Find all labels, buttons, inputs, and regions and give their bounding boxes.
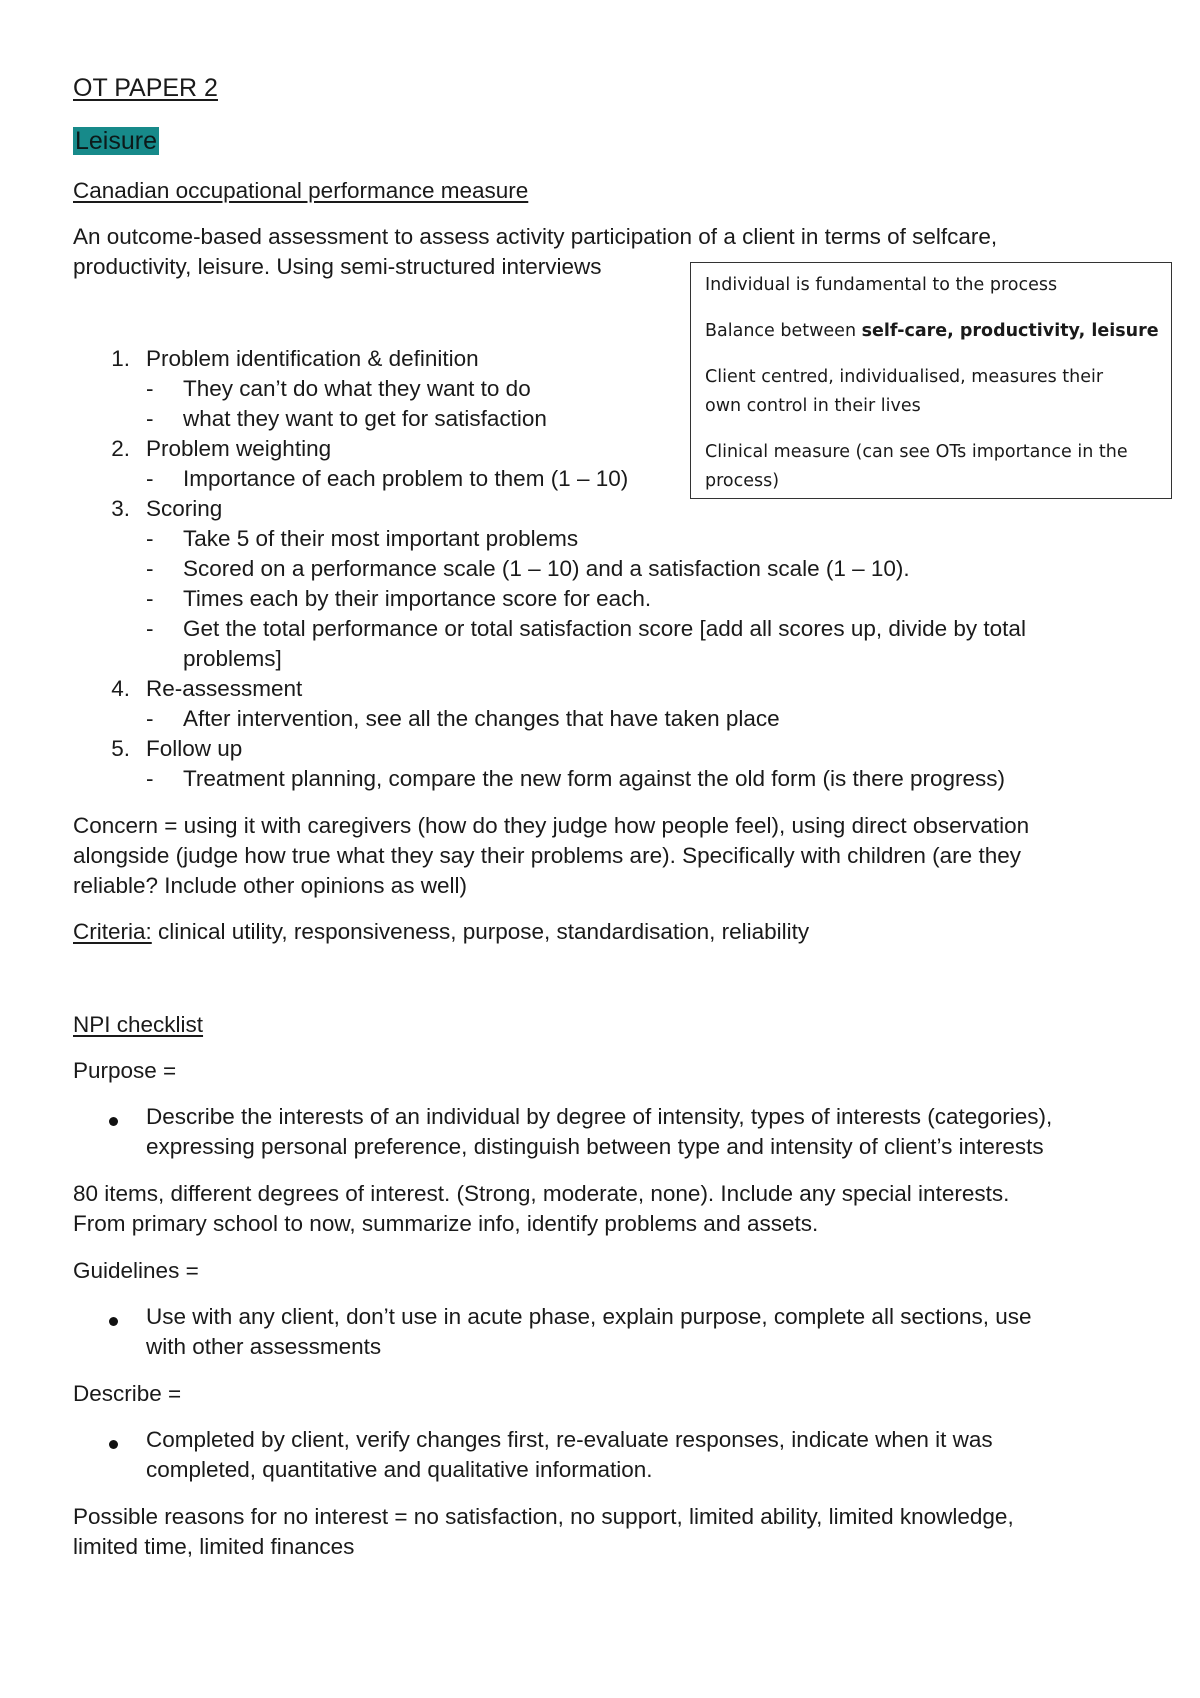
document-title: OT PAPER 2 xyxy=(73,74,218,102)
describe-bullet-line-2: completed, quantitative and qualitative information. xyxy=(146,1457,653,1482)
purpose-bullet-line-1: Describe the interests of an individual by degree of intensity, types of interests (categories), xyxy=(146,1104,1053,1129)
box-line: Balance between self-care, productivity, leisure xyxy=(705,321,1159,341)
reasons-line-2: limited time, limited finances xyxy=(73,1534,355,1559)
criteria-label: Criteria: xyxy=(73,919,152,944)
box-line: Clinical measure (can see OTs importance in the xyxy=(705,442,1128,462)
summary-text-box xyxy=(690,262,1172,499)
guidelines-label: Guidelines = xyxy=(73,1258,199,1283)
criteria-line xyxy=(73,917,809,947)
items-line-1: 80 items, different degrees of interest. (Strong, moderate, none). Include any special interests. xyxy=(73,1181,1010,1206)
guidelines-bullet-line-2: with other assessments xyxy=(146,1334,382,1359)
step-number: 3. xyxy=(111,496,130,521)
step-number: 1. xyxy=(111,346,130,371)
box-line: process) xyxy=(705,471,780,491)
concern-line-1: Concern = using it with caregivers (how do they judge how people feel), using direct observation xyxy=(73,813,1030,838)
box-line: Individual is fundamental to the process xyxy=(705,275,1058,295)
step-label: Scoring xyxy=(146,496,223,521)
copm-heading: Canadian occupational performance measure xyxy=(73,178,529,203)
step-sub-item-continuation: problems] xyxy=(183,646,282,671)
step-number: 4. xyxy=(111,676,130,701)
describe-bullet-line-1: Completed by client, verify changes first, re-evaluate responses, indicate when it was xyxy=(146,1427,993,1452)
concern-line-3: reliable? Include other opinions as well) xyxy=(73,873,467,898)
bullet-icon xyxy=(109,1317,118,1326)
document-page: OT PAPER 2 Leisure Canadian occupational performance measure An outcome-based assessment to assess activity participation of a client in terms of selfcare, productivity, leisure. Using semi-structured interviews 1. Problem identification & definition - They can’t do what they want to do - what they want to get for satisfaction 2. Problem weighting - Importance of each problem to them (1 – 10) 3. Scoring - Take 5 of their most important problems - Scored on a performance scale (1 – 10) and a satisfaction scale (1 – 10). - Times each by their importance score for each. - Get the total performance or total satisfaction score [add all scores up, divide by total problems] 4. Re-assessment - After intervention, see all the changes that have taken place 5. Follow up - Treatment planning, compare the new form against the old form (is there progress) Concern = using it with caregivers (how do they judge how people feel), using direct observation alongside (judge how true what they say their problems are). Specifically with children (are they reliable? Include other opinions as well) Criteria: clinical utility, responsiveness, purpose, standardisation, reliability Individual is fundamental to the process Balance between self-care, productivity, leisure Client centred, individualised, measures their own control in their lives Clinical measure (can see OTs importance in the process) NPI checklist Purpose = Describe the interests of an individual by degree of intensity, types of interests (categories), expressing personal preference, distinguish between type and intensity of client’s interests 80 items, different degrees of interest. (Strong, moderate, none). Include any special interests. From primary school to now, summarize info, identify problems and assets. Guidelines = Use with any client, don’t use in acute phase, explain purpose, complete all sections, use with other assessments Describe = Completed by client, verify changes first, re-evaluate responses, indicate when it was completed, quantitative and qualitative information. Possible reasons for no interest = no satisfaction, no support, limited ability, limited knowledge, limited time, limited finances xyxy=(0,0,1200,1698)
step-number: 5. xyxy=(111,736,130,761)
step-number: 2. xyxy=(111,436,130,461)
highlighted-section-label: Leisure xyxy=(75,127,157,155)
npi-heading: NPI checklist xyxy=(73,1012,204,1037)
concern-line-2: alongside (judge how true what they say their problems are). Specifically with children (are they xyxy=(73,843,1021,868)
guidelines-bullet-line-1: Use with any client, don’t use in acute phase, explain purpose, complete all sections, use xyxy=(146,1304,1032,1329)
step-label: Problem identification & definition xyxy=(146,346,479,371)
reasons-line-1: Possible reasons for no interest = no satisfaction, no support, limited ability, limited knowledge, xyxy=(73,1504,1014,1529)
step-label: Follow up xyxy=(146,736,243,761)
box-line: Client centred, individualised, measures their xyxy=(705,367,1104,387)
items-line-2: From primary school to now, summarize info, identify problems and assets. xyxy=(73,1211,819,1236)
copm-intro-line-2: productivity, leisure. Using semi-structured interviews xyxy=(73,254,602,279)
section-heading-leisure xyxy=(73,124,159,158)
box-line: own control in their lives xyxy=(705,396,921,416)
bullet-icon xyxy=(109,1117,118,1126)
step-label: Problem weighting xyxy=(146,436,332,461)
describe-label: Describe = xyxy=(73,1381,182,1406)
purpose-bullet-line-2: expressing personal preference, distinguish between type and intensity of client’s interests xyxy=(146,1134,1044,1159)
purpose-label: Purpose = xyxy=(73,1058,177,1083)
step-label: Re-assessment xyxy=(146,676,303,701)
criteria-text: clinical utility, responsiveness, purpose, standardisation, reliability xyxy=(151,919,810,944)
bullet-icon xyxy=(109,1440,118,1449)
copm-intro-line-1: An outcome-based assessment to assess activity participation of a client in terms of selfcare, xyxy=(73,224,998,249)
